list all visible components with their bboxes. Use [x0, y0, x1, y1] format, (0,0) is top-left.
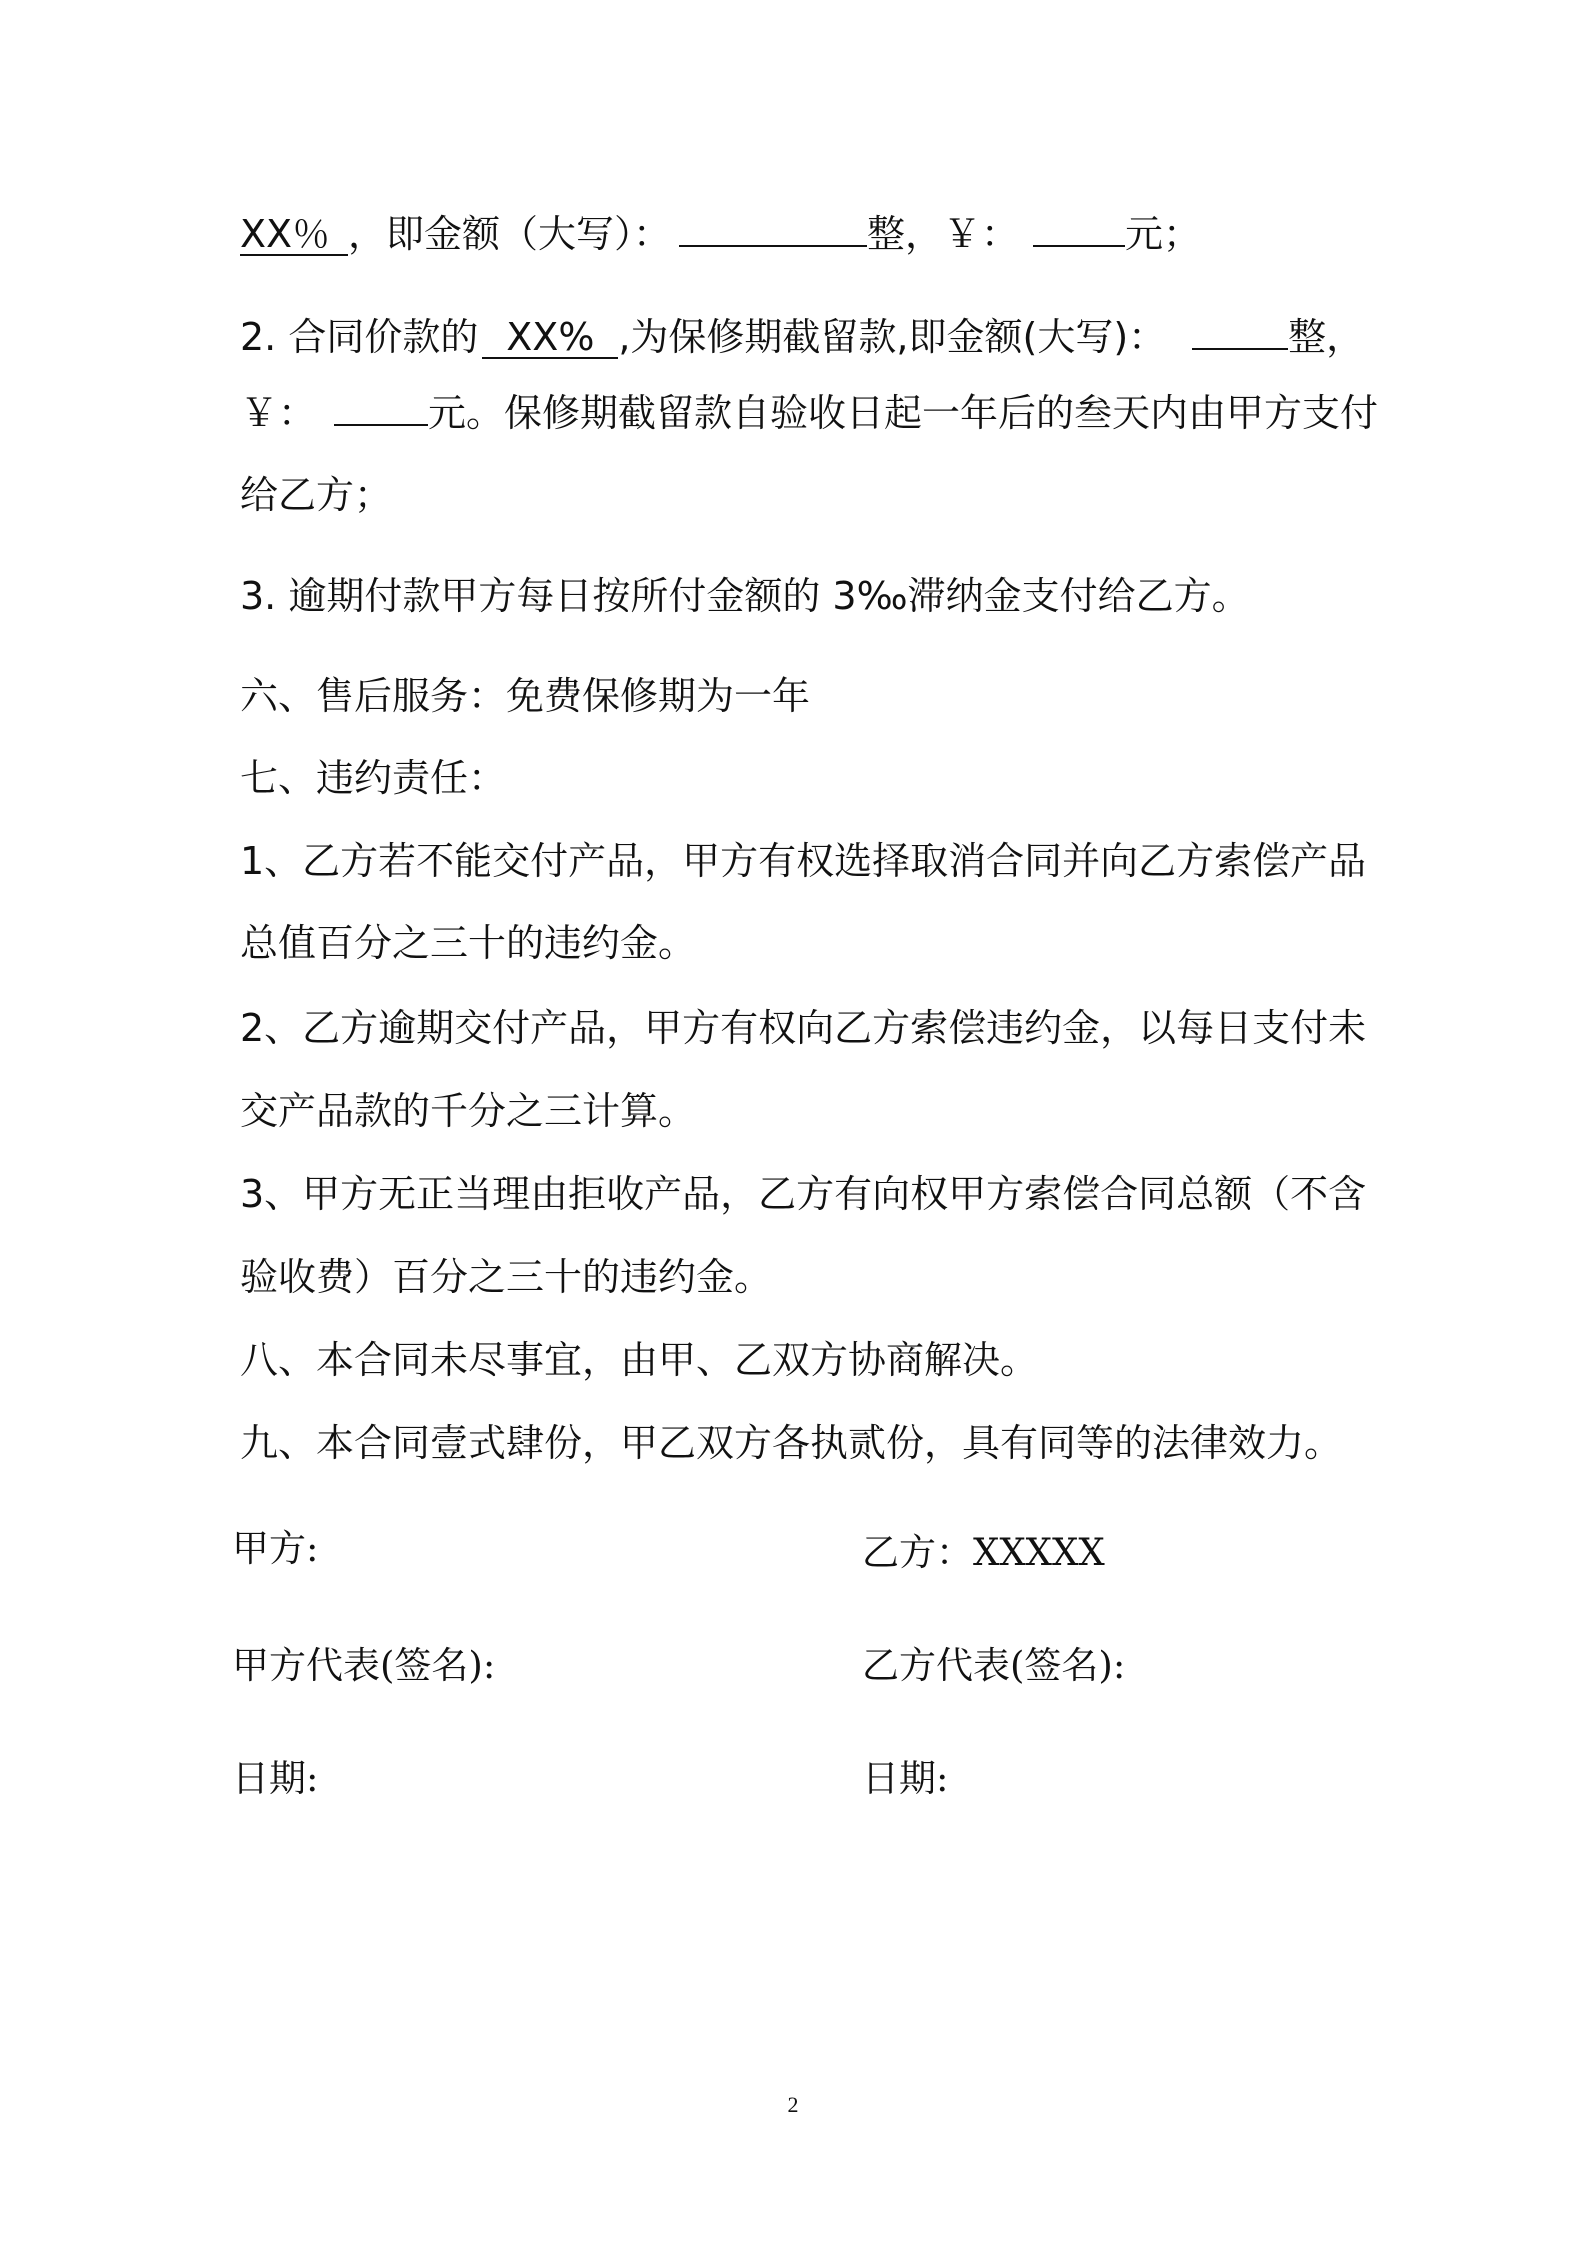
text-segment: 2. 合同价款的: [240, 315, 479, 359]
liability-clause-1: 1、乙方若不能交付产品，甲方有权选择取消合同并向乙方索偿产品: [240, 839, 1367, 883]
payment-clause-2: [240, 314, 1365, 360]
liability-clause-2: 2、乙方逾期交付产品，甲方有权向乙方索偿违约金，以每日支付未: [240, 1006, 1367, 1050]
section-after-sales: 六、售后服务：免费保修期为一年: [240, 674, 811, 718]
section-unresolved-matters: 八、本合同未尽事宜，由甲、乙双方协商解决。: [240, 1338, 1039, 1382]
amount-words-blank: [679, 245, 867, 247]
payment-clause-2-cont: [240, 390, 1379, 436]
text-segment: 元；: [1125, 212, 1202, 256]
page-number: 2: [787, 2092, 799, 2117]
text-segment: 元。保修期截留款自验收日起一年后的叁天内由甲方支付: [428, 391, 1379, 435]
amount-number-blank: [1033, 245, 1125, 247]
amount-number-blank: [334, 424, 428, 426]
liability-clause-1-cont: 总值百分之三十的违约金。: [240, 921, 697, 965]
text-line: 给乙方；: [240, 473, 393, 517]
section-copies: 九、本合同壹式肆份，甲乙双方各执贰份，具有同等的法律效力。: [240, 1421, 1343, 1465]
liability-clause-3: 3、甲方无正当理由拒收产品，乙方有向权甲方索偿合同总额（不含: [240, 1172, 1367, 1216]
liability-clause-2-cont: 交产品款的千分之三计算。: [240, 1089, 697, 1133]
text-segment: 整，￥：: [867, 212, 1020, 256]
text-segment: 整，: [1288, 315, 1365, 359]
party-a-label: 甲方:: [232, 1527, 319, 1570]
text-segment: ￥：: [240, 391, 317, 435]
amount-words-blank: [1192, 348, 1288, 350]
party-a-representative: 甲方代表(签名):: [232, 1644, 496, 1687]
text-segment: ，即金额（大写）：: [348, 212, 672, 256]
percent-blank: XX％: [240, 214, 348, 256]
payment-line-1: [240, 211, 1360, 257]
party-b-representative: 乙方代表(签名):: [862, 1644, 1126, 1687]
text-segment: ,为保修期截留款,即金额(大写)：: [618, 315, 1167, 359]
section-liability: 七、违约责任：: [240, 756, 507, 800]
party-a-date: 日期:: [232, 1757, 319, 1800]
party-b-date: 日期:: [862, 1757, 949, 1800]
payment-clause-3: 3. 逾期付款甲方每日按所付金额的 3‰滞纳金支付给乙方。: [240, 574, 1250, 618]
party-b-label: 乙方：XXXXX: [862, 1531, 1105, 1574]
liability-clause-3-cont: 验收费）百分之三十的违约金。: [240, 1255, 773, 1299]
percent-blank: XX%: [482, 317, 618, 359]
